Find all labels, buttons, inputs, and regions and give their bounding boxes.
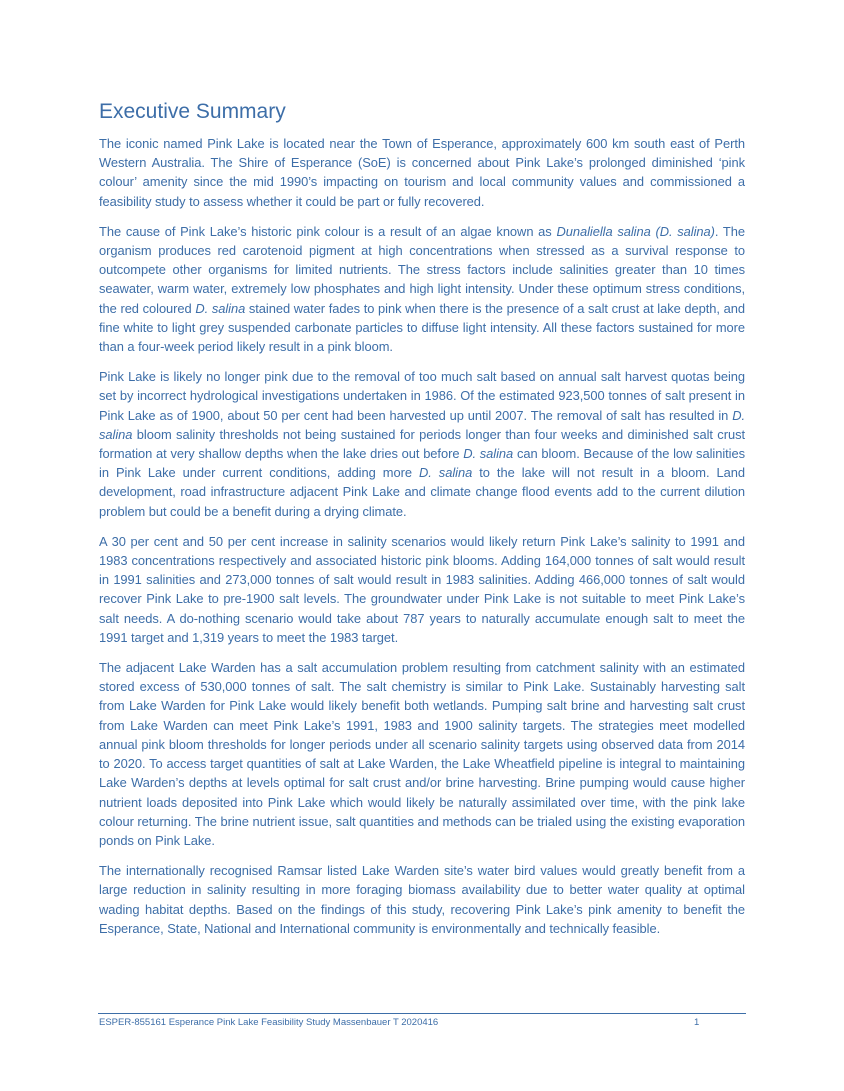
paragraph-cause <box>99 222 745 356</box>
paragraph-salinity-scenarios <box>99 532 745 647</box>
paragraph-text-run: can bloom. Because of the low salinities in Pink Lake under current conditions, adding more <box>99 446 745 481</box>
paragraph-text-run: Pink Lake is likely no longer pink due to the removal of too much salt based on annual salt harvest quotas being set by incorrect hydrological investigations undertaken in 1986. Of the estimated 923,500 tonnes of salt present in Pink Lake as of 1900, about 50 per cent had been harvested up until 2007. The removal of salt has resulted in <box>99 369 745 423</box>
italic-species-name: D. salina <box>195 300 246 316</box>
footer-divider <box>98 1013 746 1014</box>
paragraph-text-run: The iconic named Pink Lake is located near the Town of Esperance, approximately 600 km south east of Perth Western Australia. The Shire of Esperance (SoE) is concerned about Pink Lake’s prolonged diminished ‘pink colour’ amenity since the mid 1990’s impacting on tourism and local community values and commissioned a feasibility study to assess whether it could be part or fully recovered. <box>99 136 745 209</box>
italic-species-name: D. salina <box>99 407 745 442</box>
footer-page-number: 1 <box>694 1017 700 1028</box>
paragraph-location <box>99 134 745 211</box>
paragraph-salt-removal <box>99 367 745 521</box>
page-content <box>99 98 745 949</box>
italic-species-name: Dunaliella salina (D. salina) <box>556 223 715 239</box>
paragraph-text-run: The internationally recognised Ramsar listed Lake Warden site’s water bird values would greatly benefit from a large reduction in salinity resulting in more foraging biomass availability due to better water quality at optimal wading habitat depths. Based on the findings of this study, recovering Pink Lake’s pink amenity to benefit the Esperance, State, National and International community is environmentally and technically feasible. <box>99 863 745 936</box>
italic-species-name: D. salina <box>418 465 473 481</box>
paragraph-ramsar-conclusion <box>99 861 745 938</box>
paragraph-text-run: The cause of Pink Lake’s historic pink colour is a result of an algae known as <box>99 223 557 239</box>
paragraph-text-run: The adjacent Lake Warden has a salt accumulation problem resulting from catchment salinity with an estimated stored excess of 530,000 tonnes of salt. The salt chemistry is similar to Pink Lake. Sustainably harvesting salt from Lake Warden for Pink Lake would likely benefit both wetlands. Pumping salt brine and harvesting salt crust from Lake Warden can meet Pink Lake’s 1991, 1983 and 1900 salinity targets. The strategies meet modelled annual pink bloom thresholds for longer periods under all scenario salinity targets using observed data from 2014 to 2020. To access target quantities of salt at Lake Warden, the Lake Wheatfield pipeline is integral to maintaining Lake Warden’s depths at levels optimal for salt crust and/or brine harvesting. Brine pumping would cause higher nutrient loads deposited into Pink Lake which would likely be naturally assimilated over time, with the pink lake colour returning. The brine nutrient issue, salt quantities and methods can be trialed using the existing evaporation ponds on Pink Lake. <box>99 660 745 848</box>
italic-species-name: D. salina <box>463 446 514 462</box>
footer-document-reference: ESPER-855161 Esperance Pink Lake Feasibility Study Massenbauer T 2020416 <box>99 1017 439 1028</box>
section-heading: Executive Summary <box>99 100 286 123</box>
paragraph-text-run: . The organism produces red carotenoid pigment at high concentrations when stressed as a survival response to outcompete other organisms for limited nutrients. The stress factors include salinities greater than 10 times seawater, warm water, extremely low phosphates and high light intensity. Under these optimum stress conditions, the red coloured <box>99 223 745 316</box>
paragraph-text-run: stained water fades to pink when there is the presence of a salt crust at lake depth, and fine white to light grey suspended carbonate particles to diffuse light intensity. All these factors sustained for more than a four-week period likely result in a pink bloom. <box>99 300 745 355</box>
paragraph-text-run: A 30 per cent and 50 per cent increase in salinity scenarios would likely return Pink Lake’s salinity to 1991 and 1983 concentrations respectively and associated historic pink blooms. Adding 164,000 tonnes of salt would result in 1991 salinities and 273,000 tonnes of salt would result in 1983 salinities. Adding 466,000 tonnes of salt would recover Pink Lake to pre-1900 salt levels. The groundwater under Pink Lake is not suitable to meet Pink Lake’s salt needs. A do-nothing scenario would take about 787 years to naturally accumulate enough salt to meet the 1991 target and 1,319 years to meet the 1983 target. <box>99 533 745 645</box>
paragraph-lake-warden <box>99 658 745 850</box>
paragraph-text-run: bloom salinity thresholds not being sustained for periods longer than four weeks and diminished salt crust formation at very shallow depths when the lake dries out before <box>99 426 745 462</box>
paragraph-text-run: to the lake will not result in a bloom. Land development, road infrastructure adjacent Pink Lake and climate change flood events add to the current dilution problem but could be a benefit during a drying climate. <box>99 465 746 519</box>
